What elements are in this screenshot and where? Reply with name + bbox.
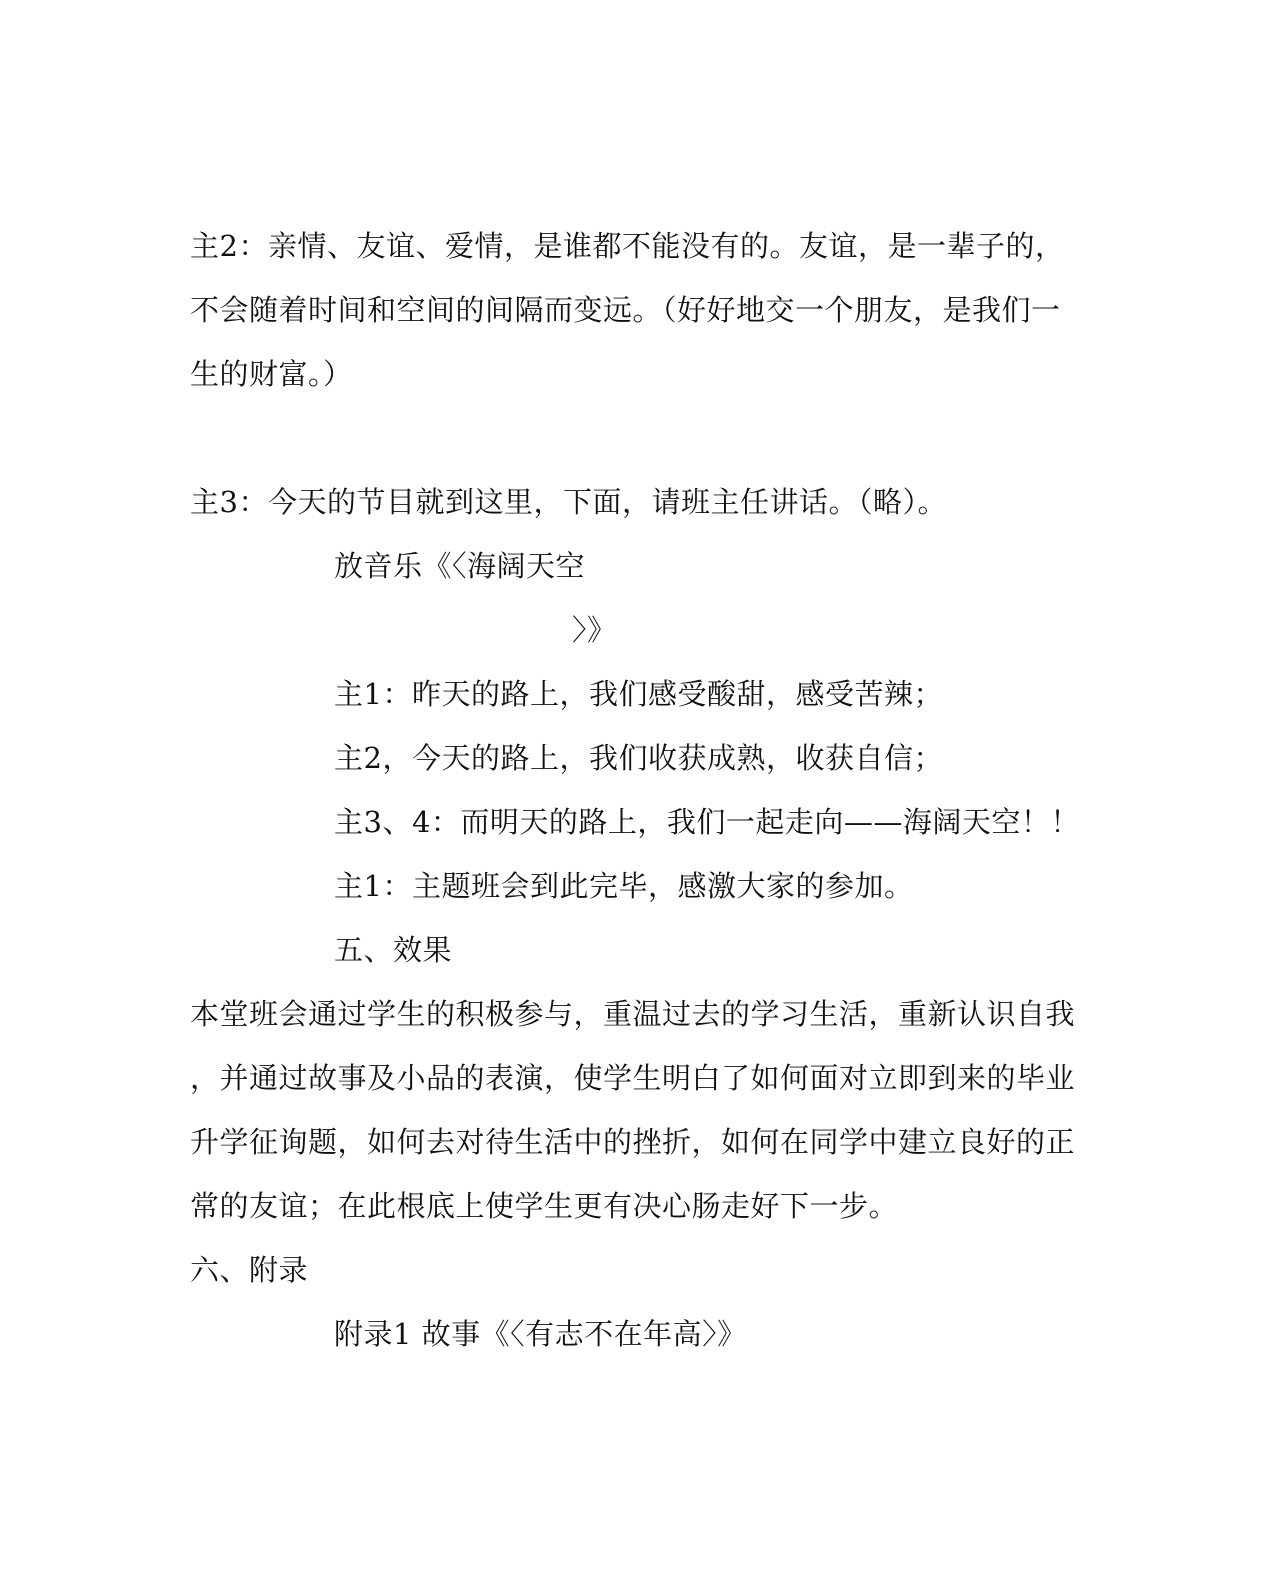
paragraph-line: 生的财富。） [190, 357, 353, 391]
dialogue-line: 主3、4：而明天的路上，我们一起走向——海阔天空！！ [334, 805, 1080, 839]
paragraph-line: 升学征询题，如何去对待生活中的挫折，如何在同学中建立良好的正 [190, 1125, 1076, 1159]
music-line-closing: 〉》 [572, 613, 617, 647]
section-heading: 六、附录 [190, 1253, 309, 1287]
appendix-item: 附录1 故事《〈有志不在年高〉》 [334, 1317, 747, 1351]
dialogue-line: 主1：昨天的路上，我们感受酸甜，感受苦辣； [334, 677, 943, 711]
dialogue-line: 主2，今天的路上，我们收获成熟，收获自信； [334, 741, 943, 775]
paragraph-line: 本堂班会通过学生的积极参与，重温过去的学习生活，重新认识自我 [190, 997, 1076, 1031]
section-heading: 五、效果 [334, 933, 453, 967]
music-line: 放音乐《〈海阔天空 [334, 549, 586, 583]
paragraph-line: 常的友谊；在此根底上使学生更有决心肠走好下一步。 [190, 1189, 899, 1223]
dialogue-line: 主1：主题班会到此完毕，感激大家的参加。 [334, 869, 914, 903]
paragraph-line: 主2：亲情、友谊、爱情，是谁都不能没有的。友谊，是一辈子的， [190, 229, 1065, 263]
paragraph-line: ，并通过故事及小品的表演，使学生明白了如何面对立即到来的毕业 [190, 1061, 1076, 1095]
paragraph-line: 不会随着时间和空间的间隔而变远。（好好地交一个朋友，是我们一 [190, 293, 1061, 327]
paragraph-line: 主3：今天的节目就到这里，下面，请班主任讲话。（略）。 [190, 485, 947, 519]
